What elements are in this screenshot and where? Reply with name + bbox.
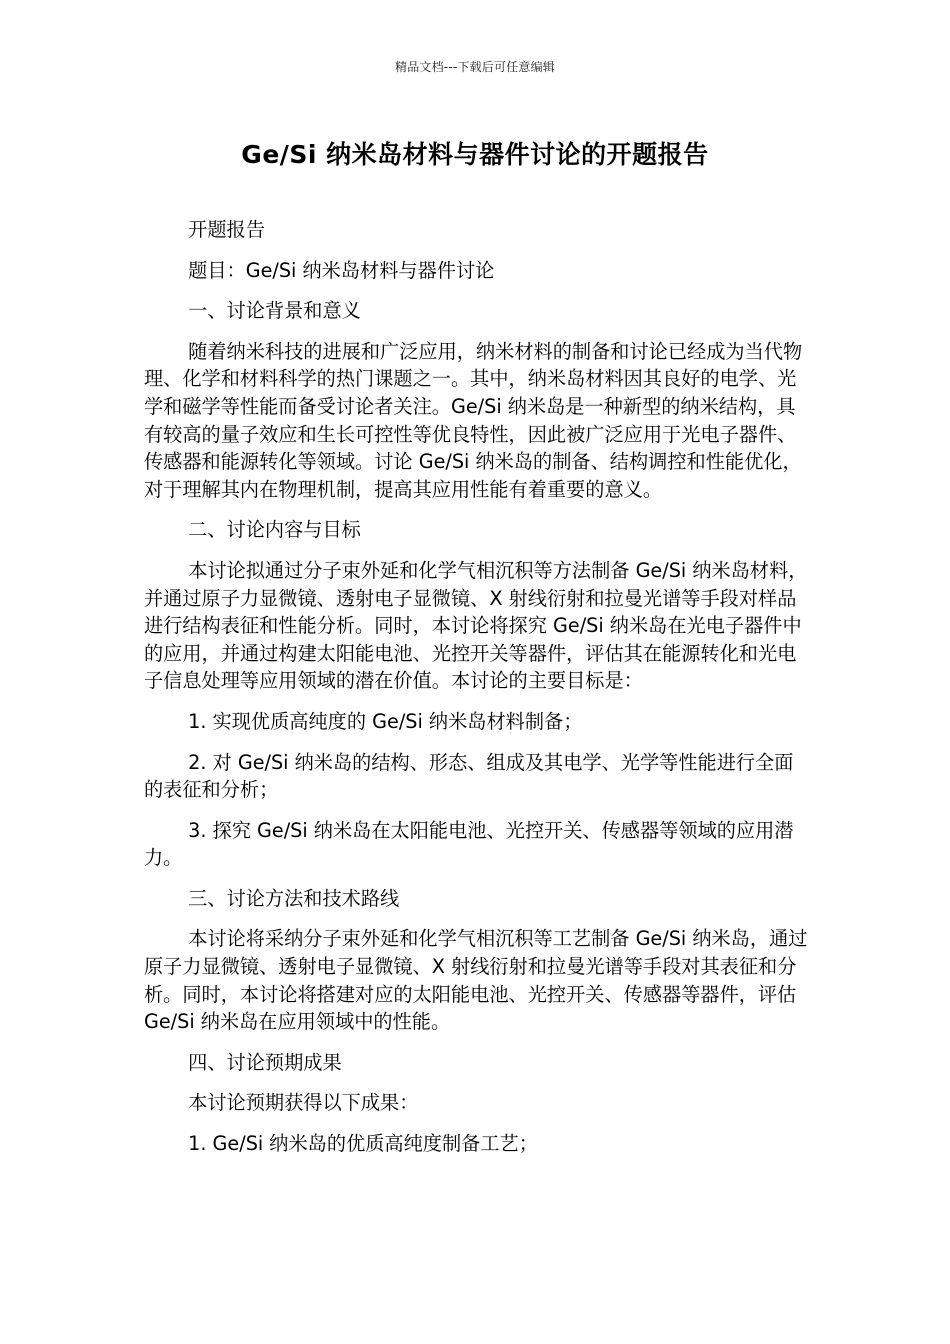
section-heading-content-goals: 二、讨论内容与目标 xyxy=(188,518,361,542)
goal-item-2: 2. 对 Ge/Si 纳米岛的结构、形态、组成及其电学、光学等性能进行全面的表征和分析； xyxy=(144,750,794,802)
result-item-1: 1. Ge/Si 纳米岛的优质高纯度制备工艺； xyxy=(188,1132,538,1156)
section-heading-background: 一、讨论背景和意义 xyxy=(188,299,361,323)
paragraph-background: 随着纳米科技的进展和广泛应用，纳米材料的制备和讨论已经成为当代物理、化学和材料科学的热门课题之一。其中，纳米岛材料因其良好的电学、光学和磁学等性能而备受讨论者关注。Ge/Si 纳米岛是一种新型的纳米结构，具有较高的量子效应和生长可控性等优良特性，因此被广泛应用于光电子器件、传感器和能源转化等领域。讨论 Ge/Si 纳米岛的制备、结构调控和性能优化，对于理解其内在物理机制，提高其应用性能有着重要的意义。 xyxy=(144,339,803,501)
paragraph-content-goals: 本讨论拟通过分子束外延和化学气相沉积等方法制备 Ge/Si 纳米岛材料，并通过原子力显微镜、透射电子显微镜、X 射线衍射和拉曼光谱等手段对样品进行结构表征和性能分析。同时，本讨论将探究 Ge/Si 纳米岛在光电子器件中的应用，并通过构建太阳能电池、光控开关等器件，评估其在能源转化和光电子信息处理等应用领域的潜在价值。本讨论的主要目标是： xyxy=(144,558,808,693)
paragraph-methods: 本讨论将采纳分子束外延和化学气相沉积等工艺制备 Ge/Si 纳米岛，通过原子力显微镜、透射电子显微镜、X 射线衍射和拉曼光谱等手段对其表征和分析。同时，本讨论将搭建对应的太阳能电池、光控开关、传感器等器件，评估 Ge/Si 纳米岛在应用领域中的性能。 xyxy=(144,927,808,1034)
goal-item-3: 3. 探究 Ge/Si 纳米岛在太阳能电池、光控开关、传感器等领域的应用潜力。 xyxy=(144,818,794,870)
document-title: Ge/Si 纳米岛材料与器件讨论的开题报告 xyxy=(241,140,709,169)
document-body xyxy=(144,216,810,1171)
section-heading-expected-results: 四、讨论预期成果 xyxy=(188,1050,342,1074)
paragraph-report-label: 开题报告 xyxy=(188,218,265,241)
section-heading-methods: 三、讨论方法和技术路线 xyxy=(188,886,400,910)
goal-item-1: 1. 实现优质高纯度的 Ge/Si 纳米岛材料制备； xyxy=(188,709,583,733)
header-note: 精品文档---下载后可任意编辑 xyxy=(395,60,555,74)
paragraph-topic: 题目：Ge/Si 纳米岛材料与器件讨论 xyxy=(188,258,495,282)
paragraph-expected-results: 本讨论预期获得以下成果： xyxy=(188,1091,419,1115)
